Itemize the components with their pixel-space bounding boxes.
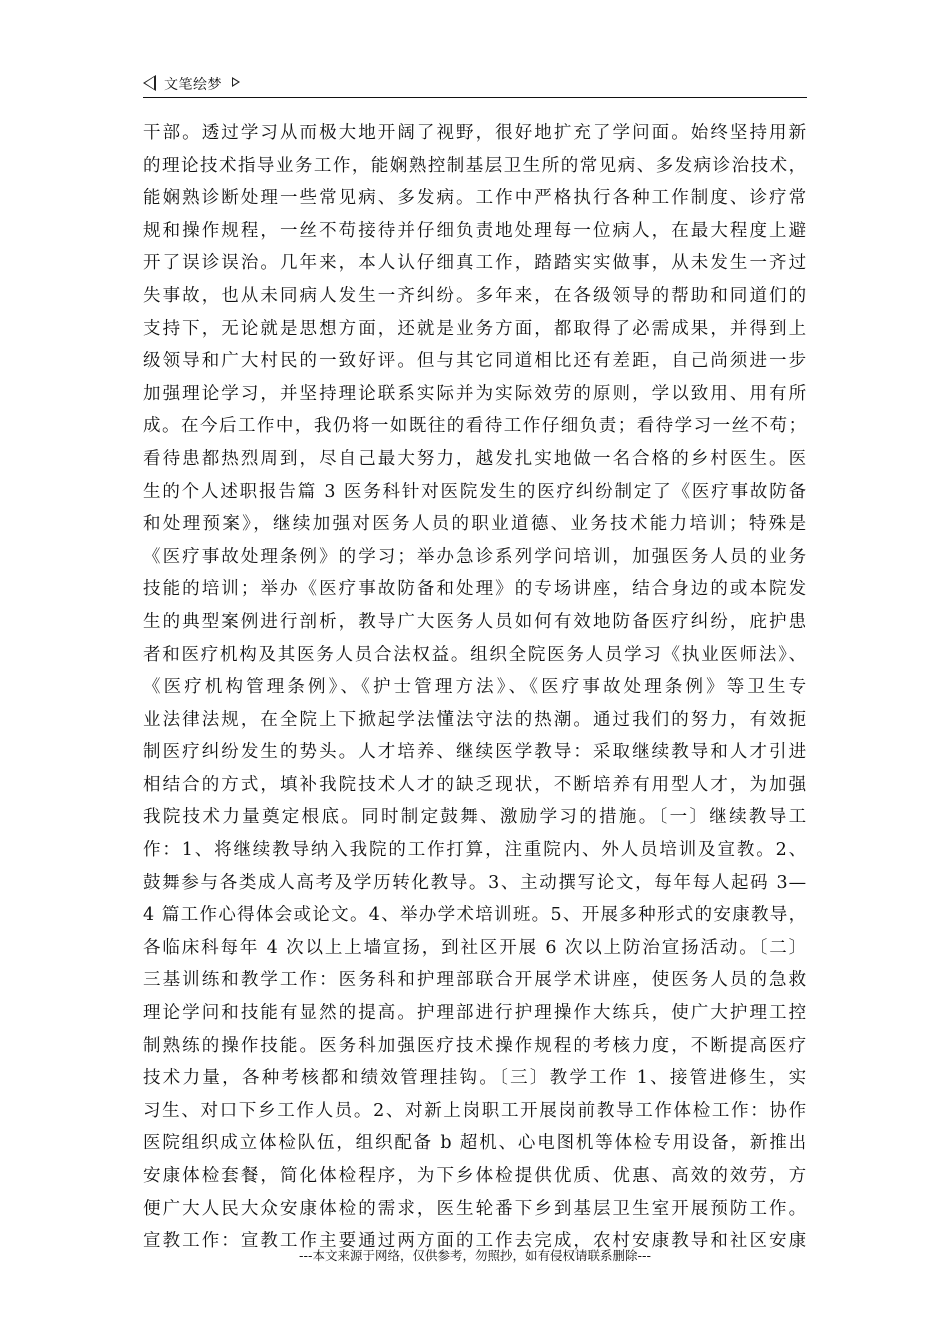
body-line: 制熟练的操作技能。医务科加强医疗技术操作规程的考核力度，不断提高医疗 [143, 1035, 807, 1056]
body-line: 生的典型案例进行剖析，教导广大医务人员如何有效地防备医疗纠纷，庇护患 [143, 611, 807, 632]
header-brand: 文笔绘梦 [164, 77, 222, 93]
left-triangle-icon [143, 75, 156, 91]
body-line: 技术力量，各种考核都和绩效管理挂钩。〔三〕教学工作 1、接管进修生，实 [143, 1068, 807, 1089]
body-line: 的理论技术指导业务工作，能娴熟控制基层卫生所的常见病、多发病诊治技术， [143, 155, 807, 176]
body-line: 成。在今后工作中，我仍将一如既往的看待工作仔细负责；看待学习一丝不苟； [143, 416, 807, 437]
body-line: 制医疗纠纷发生的势头。人才培养、继续医学教导：采取继续教导和人才引进 [143, 742, 807, 763]
body-line: 生的个人述职报告篇 3 医务科针对医院发生的医疗纠纷制定了《医疗事故防备 [143, 481, 807, 502]
body-line: 相结合的方式，填补我院技术人才的缺乏现状，不断培养有用型人才，为加强 [143, 774, 807, 795]
body-line: 干部。透过学习从而极大地开阔了视野，很好地扩充了学问面。始终坚持用新 [143, 123, 807, 143]
body-line: 加强理论学习，并坚持理论联系实际并为实际效劳的原则，学以致用、用有所 [143, 383, 807, 404]
body-line: 理论学问和技能有显然的提高。护理部进行护理操作大练兵，使广大护理工控 [143, 1003, 807, 1024]
right-triangle-icon [232, 77, 240, 87]
body-line: 4 篇工作心得体会或论文。4、举办学术培训班。5、开展多种形式的安康教导， [143, 905, 807, 926]
body-line: 《医疗机构管理条例》、《护士管理方法》、《医疗事故处理条例》等卫生专 [143, 677, 807, 698]
body-line: 我院技术力量奠定根底。同时制定鼓舞、激励学习的措施。〔一〕继续教导工 [143, 807, 807, 828]
body-line: 开了误诊误治。几年来，本人认仔细真工作，踏踏实实做事，从未发生一齐过 [143, 253, 807, 274]
body-line: 技能的培训；举办《医疗事故防备和处理》的专场讲座，结合身边的或本院发 [143, 579, 807, 600]
body-line: 规和操作规程，一丝不苟接待并仔细负责地处理每一位病人，在最大程度上避 [143, 220, 807, 241]
body-text [143, 117, 807, 1258]
body-line: 者和医疗机构及其医务人员合法权益。组织全院医务人员学习《执业医师法》、 [143, 644, 807, 665]
page-header [143, 72, 807, 98]
body-line: 鼓舞参与各类成人高考及学历转化教导。3、主动撰写论文，每年每人起码 3— [143, 872, 807, 893]
body-line: 级领导和广大村民的一致好评。但与其它同道相比还有差距，自己尚须进一步 [143, 351, 807, 372]
body-line: 失事故，也从未同病人发生一齐纠纷。多年来，在各级领导的帮助和同道们的 [143, 285, 807, 306]
body-line: 习生、对口下乡工作人员。2、对新上岗职工开展岗前教导工作体检工作：协作 [143, 1100, 807, 1121]
footer-notice: ---本文来源于网络，仅供参考，勿照抄，如有侵权请联系删除--- [298, 1248, 652, 1263]
body-line: 安康体检套餐，简化体检程序，为下乡体检提供优质、优惠、高效的效劳，方 [143, 1166, 807, 1186]
header-divider [143, 97, 807, 98]
body-line: 《医疗事故处理条例》的学习；举办急诊系列学问培训，加强医务人员的业务 [143, 546, 807, 567]
body-line: 医院组织成立体检队伍，组织配备 b 超机、心电图机等体检专用设备，新推出 [143, 1133, 807, 1154]
body-line: 便广大人民大众安康体检的需求，医生轮番下乡到基层卫生室开展预防工作。 [143, 1198, 807, 1219]
body-line: 能娴熟诊断处理一些常见病、多发病。工作中严格执行各种工作制度、诊疗常 [143, 188, 807, 209]
body-line: 三基训练和教学工作：医务科和护理部联合开展学术讲座，使医务人员的急救 [143, 970, 807, 991]
body-line: 看待患都热烈周到，尽自己最大努力，越发扎实地做一名合格的乡村医生。医 [143, 448, 807, 469]
body-line: 和处理预案》，继续加强对医务人员的职业道德、业务技术能力培训；特殊是 [143, 514, 807, 535]
body-line: 作：1、将继续教导纳入我院的工作打算，注重院内、外人员培训及宣教。2、 [143, 840, 807, 861]
body-line: 业法律法规，在全院上下掀起学法懂法守法的热潮。通过我们的努力，有效扼 [143, 709, 807, 730]
body-line: 支持下，无论就是思想方面，还就是业务方面，都取得了必需成果，并得到上 [143, 318, 807, 339]
body-line: 宣教工作：宣教工作主要通过两方面的工作去完成，农村安康教导和社区安康 [143, 1231, 807, 1252]
body-line: 各临床科每年 4 次以上上墙宣扬，到社区开展 6 次以上防治宣扬活动。〔二〕 [143, 937, 807, 958]
